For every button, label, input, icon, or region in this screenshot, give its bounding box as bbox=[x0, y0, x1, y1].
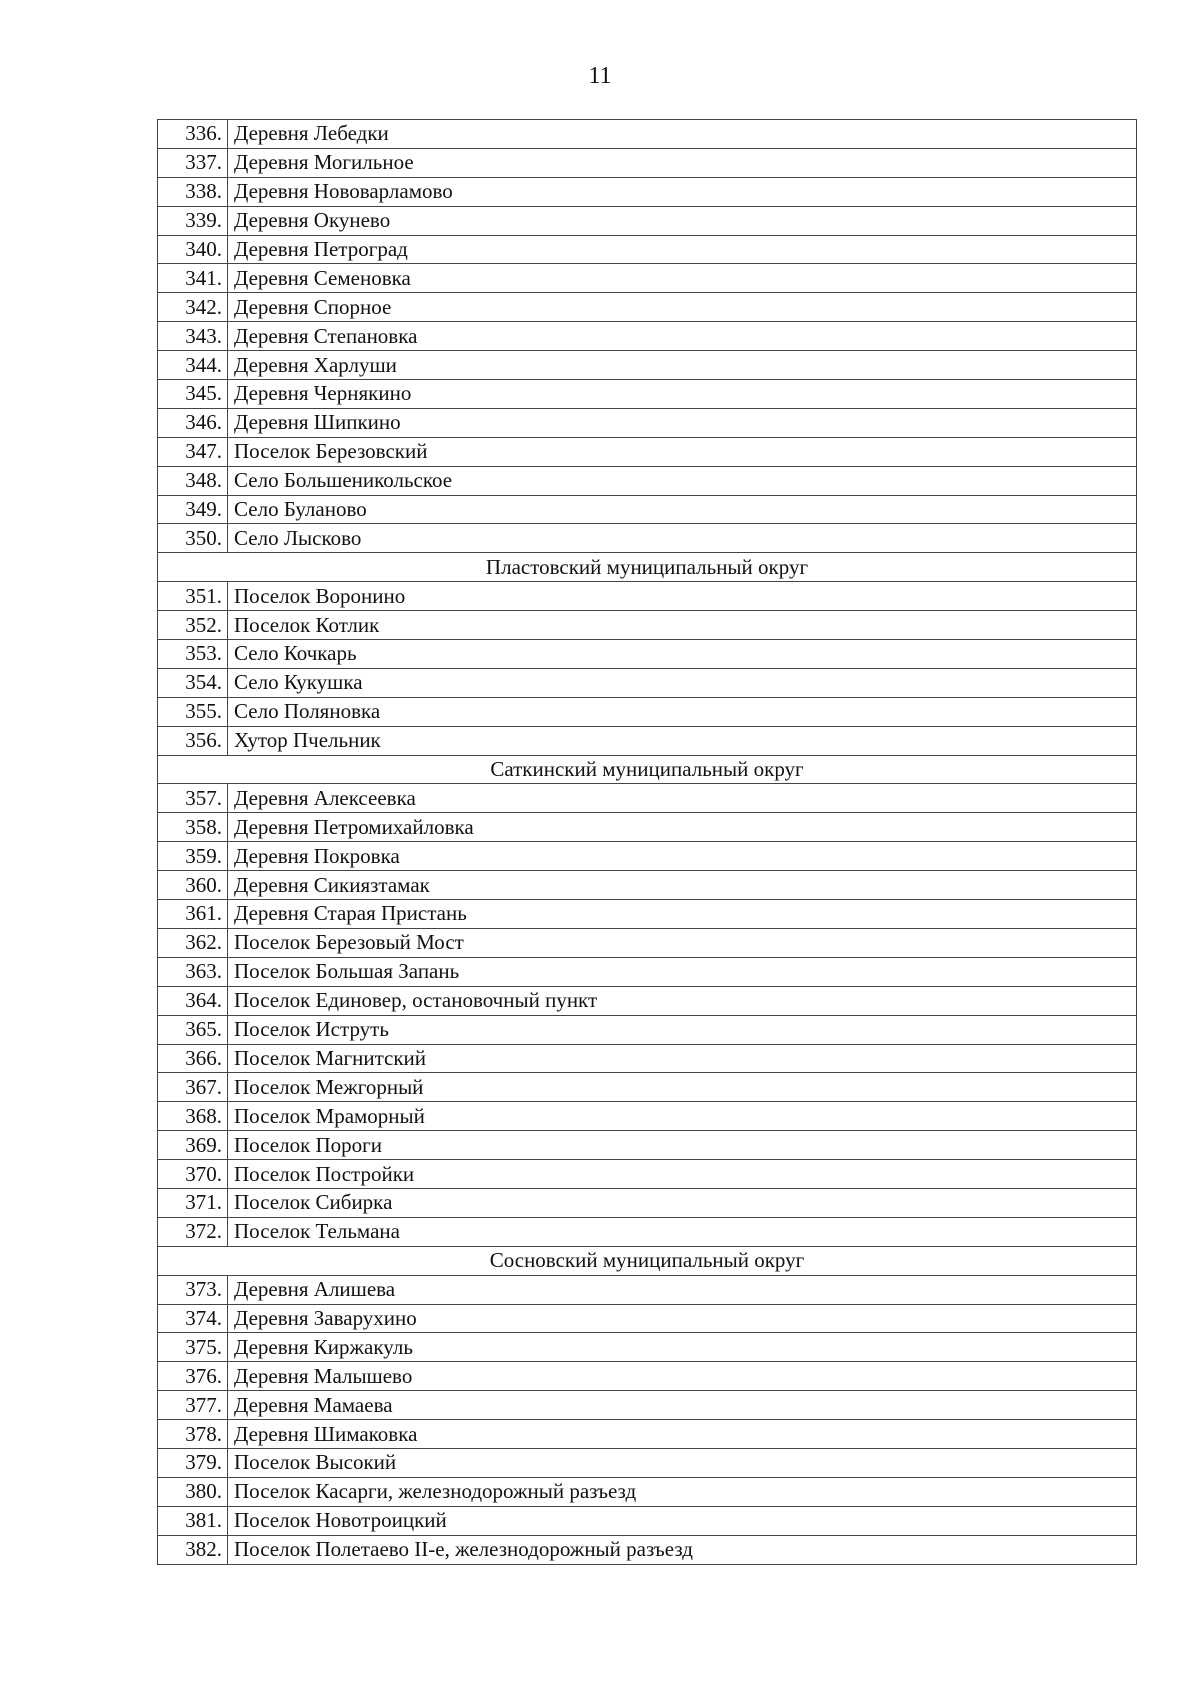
settlement-name: Село Лысково bbox=[228, 524, 1137, 553]
settlement-name: Поселок Межгорный bbox=[228, 1073, 1137, 1102]
table-row bbox=[158, 351, 1137, 380]
row-number: 360. bbox=[158, 871, 228, 900]
table-row bbox=[158, 1506, 1137, 1535]
settlement-name: Деревня Нововарламово bbox=[228, 177, 1137, 206]
settlement-name: Поселок Пороги bbox=[228, 1131, 1137, 1160]
row-number: 351. bbox=[158, 582, 228, 611]
table-row bbox=[158, 1073, 1137, 1102]
table-row bbox=[158, 871, 1137, 900]
table-body bbox=[158, 120, 1137, 1565]
row-number: 374. bbox=[158, 1304, 228, 1333]
settlement-name: Поселок Большая Запань bbox=[228, 957, 1137, 986]
row-number: 382. bbox=[158, 1535, 228, 1564]
row-number: 367. bbox=[158, 1073, 228, 1102]
settlement-name: Деревня Шипкино bbox=[228, 408, 1137, 437]
row-number: 355. bbox=[158, 697, 228, 726]
table-row bbox=[158, 322, 1137, 351]
settlement-name: Деревня Старая Пристань bbox=[228, 900, 1137, 929]
row-number: 357. bbox=[158, 784, 228, 813]
table-row bbox=[158, 1217, 1137, 1246]
table-row bbox=[158, 1102, 1137, 1131]
table-row bbox=[158, 1044, 1137, 1073]
row-number: 381. bbox=[158, 1506, 228, 1535]
settlement-name: Деревня Спорное bbox=[228, 293, 1137, 322]
table-row bbox=[158, 1477, 1137, 1506]
row-number: 362. bbox=[158, 928, 228, 957]
row-number: 342. bbox=[158, 293, 228, 322]
row-number: 339. bbox=[158, 206, 228, 235]
table-row bbox=[158, 668, 1137, 697]
row-number: 359. bbox=[158, 842, 228, 871]
settlement-name: Поселок Сибирка bbox=[228, 1188, 1137, 1217]
row-number: 337. bbox=[158, 148, 228, 177]
row-number: 369. bbox=[158, 1131, 228, 1160]
settlement-name: Поселок Березовый Мост bbox=[228, 928, 1137, 957]
table-row bbox=[158, 928, 1137, 957]
settlement-name: Деревня Петроград bbox=[228, 235, 1137, 264]
row-number: 379. bbox=[158, 1448, 228, 1477]
settlement-name: Деревня Семеновка bbox=[228, 264, 1137, 293]
table-row bbox=[158, 611, 1137, 640]
table-row bbox=[158, 1160, 1137, 1189]
table-row bbox=[158, 1420, 1137, 1449]
row-number: 358. bbox=[158, 813, 228, 842]
settlement-name: Поселок Иструть bbox=[228, 1015, 1137, 1044]
page-number: 11 bbox=[588, 63, 612, 89]
table-row bbox=[158, 1188, 1137, 1217]
settlement-name: Деревня Покровка bbox=[228, 842, 1137, 871]
row-number: 338. bbox=[158, 177, 228, 206]
section-header-row bbox=[158, 553, 1137, 582]
settlement-name: Деревня Могильное bbox=[228, 148, 1137, 177]
table-row bbox=[158, 524, 1137, 553]
row-number: 354. bbox=[158, 668, 228, 697]
settlement-name: Деревня Чернякино bbox=[228, 380, 1137, 409]
row-number: 346. bbox=[158, 408, 228, 437]
settlement-name: Деревня Степановка bbox=[228, 322, 1137, 351]
settlement-name: Поселок Мраморный bbox=[228, 1102, 1137, 1131]
settlement-name: Село Кукушка bbox=[228, 668, 1137, 697]
table-row bbox=[158, 640, 1137, 669]
table-row bbox=[158, 1535, 1137, 1564]
table-row bbox=[158, 495, 1137, 524]
settlement-name: Поселок Котлик bbox=[228, 611, 1137, 640]
settlement-name: Поселок Тельмана bbox=[228, 1217, 1137, 1246]
table-row bbox=[158, 177, 1137, 206]
table-row bbox=[158, 697, 1137, 726]
row-number: 375. bbox=[158, 1333, 228, 1362]
row-number: 380. bbox=[158, 1477, 228, 1506]
table-row bbox=[158, 582, 1137, 611]
settlement-name: Деревня Шимаковка bbox=[228, 1420, 1137, 1449]
settlement-name: Деревня Лебедки bbox=[228, 120, 1137, 149]
table-row bbox=[158, 148, 1137, 177]
table-row bbox=[158, 264, 1137, 293]
settlement-name: Село Поляновка bbox=[228, 697, 1137, 726]
row-number: 340. bbox=[158, 235, 228, 264]
table-row bbox=[158, 900, 1137, 929]
settlement-name: Село Большеникольское bbox=[228, 466, 1137, 495]
section-title: Пластовский муниципальный округ bbox=[158, 553, 1137, 582]
row-number: 377. bbox=[158, 1391, 228, 1420]
row-number: 378. bbox=[158, 1420, 228, 1449]
settlement-name: Поселок Магнитский bbox=[228, 1044, 1137, 1073]
row-number: 371. bbox=[158, 1188, 228, 1217]
row-number: 349. bbox=[158, 495, 228, 524]
section-title: Сосновский муниципальный округ bbox=[158, 1246, 1137, 1275]
row-number: 341. bbox=[158, 264, 228, 293]
row-number: 365. bbox=[158, 1015, 228, 1044]
settlements-table bbox=[157, 119, 1137, 1565]
settlement-name: Деревня Алексеевка bbox=[228, 784, 1137, 813]
row-number: 352. bbox=[158, 611, 228, 640]
row-number: 347. bbox=[158, 437, 228, 466]
table-row bbox=[158, 408, 1137, 437]
row-number: 363. bbox=[158, 957, 228, 986]
settlement-name: Поселок Новотроицкий bbox=[228, 1506, 1137, 1535]
table-row bbox=[158, 957, 1137, 986]
settlement-name: Поселок Единовер, остановочный пункт bbox=[228, 986, 1137, 1015]
row-number: 350. bbox=[158, 524, 228, 553]
settlement-name: Деревня Малышево bbox=[228, 1362, 1137, 1391]
table-row bbox=[158, 813, 1137, 842]
table-row bbox=[158, 842, 1137, 871]
row-number: 376. bbox=[158, 1362, 228, 1391]
table-row bbox=[158, 380, 1137, 409]
section-title: Саткинский муниципальный округ bbox=[158, 755, 1137, 784]
row-number: 348. bbox=[158, 466, 228, 495]
table-row bbox=[158, 206, 1137, 235]
table-row bbox=[158, 293, 1137, 322]
settlement-name: Село Буланово bbox=[228, 495, 1137, 524]
settlement-name: Деревня Киржакуль bbox=[228, 1333, 1137, 1362]
table-row bbox=[158, 1131, 1137, 1160]
row-number: 370. bbox=[158, 1160, 228, 1189]
table-row bbox=[158, 1304, 1137, 1333]
table-row bbox=[158, 1333, 1137, 1362]
settlement-name: Деревня Петромихайловка bbox=[228, 813, 1137, 842]
settlement-name: Деревня Заварухино bbox=[228, 1304, 1137, 1333]
table-row bbox=[158, 1015, 1137, 1044]
table-row bbox=[158, 726, 1137, 755]
settlement-name: Деревня Мамаева bbox=[228, 1391, 1137, 1420]
settlement-name: Деревня Алишева bbox=[228, 1275, 1137, 1304]
row-number: 373. bbox=[158, 1275, 228, 1304]
table-row bbox=[158, 784, 1137, 813]
settlement-name: Деревня Харлуши bbox=[228, 351, 1137, 380]
table-row bbox=[158, 466, 1137, 495]
settlement-name: Деревня Окунево bbox=[228, 206, 1137, 235]
table-row bbox=[158, 1275, 1137, 1304]
table-row bbox=[158, 120, 1137, 149]
settlement-name: Хутор Пчельник bbox=[228, 726, 1137, 755]
table-row bbox=[158, 1362, 1137, 1391]
row-number: 356. bbox=[158, 726, 228, 755]
settlement-name: Поселок Касарги, железнодорожный разъезд bbox=[228, 1477, 1137, 1506]
section-header-row bbox=[158, 755, 1137, 784]
row-number: 344. bbox=[158, 351, 228, 380]
row-number: 368. bbox=[158, 1102, 228, 1131]
table-row bbox=[158, 1391, 1137, 1420]
row-number: 361. bbox=[158, 900, 228, 929]
settlement-name: Поселок Березовский bbox=[228, 437, 1137, 466]
row-number: 345. bbox=[158, 380, 228, 409]
table-row bbox=[158, 1448, 1137, 1477]
table-row bbox=[158, 235, 1137, 264]
settlement-name: Поселок Высокий bbox=[228, 1448, 1137, 1477]
settlement-name: Поселок Полетаево II-е, железнодорожный разъезд bbox=[228, 1535, 1137, 1564]
row-number: 336. bbox=[158, 120, 228, 149]
row-number: 353. bbox=[158, 640, 228, 669]
table-row bbox=[158, 437, 1137, 466]
section-header-row bbox=[158, 1246, 1137, 1275]
table-row bbox=[158, 986, 1137, 1015]
settlement-name: Село Кочкарь bbox=[228, 640, 1137, 669]
row-number: 372. bbox=[158, 1217, 228, 1246]
settlement-name: Деревня Сикиязтамак bbox=[228, 871, 1137, 900]
row-number: 366. bbox=[158, 1044, 228, 1073]
row-number: 343. bbox=[158, 322, 228, 351]
row-number: 364. bbox=[158, 986, 228, 1015]
settlement-name: Поселок Воронино bbox=[228, 582, 1137, 611]
settlement-name: Поселок Постройки bbox=[228, 1160, 1137, 1189]
